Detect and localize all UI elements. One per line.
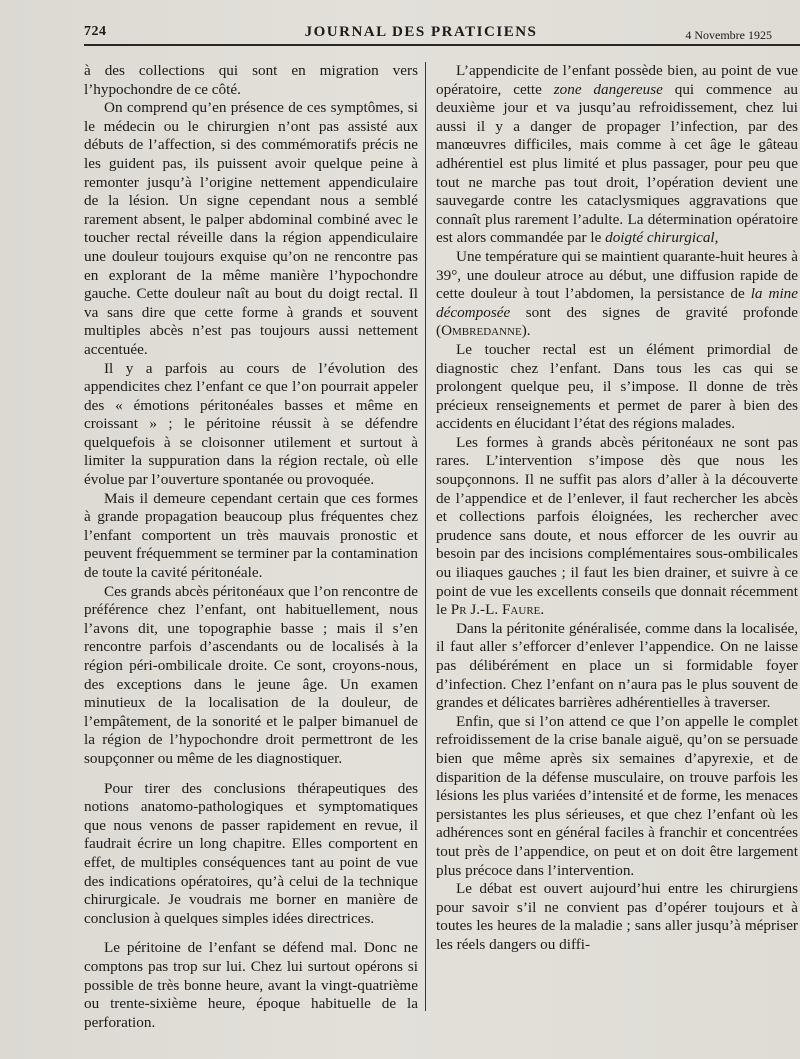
page-number: 724 <box>84 24 107 39</box>
column-divider <box>425 62 426 1011</box>
emphasis: la mine décomposée <box>436 285 798 321</box>
emphasis: doigté chirurgical, <box>605 229 719 247</box>
journal-title: JOURNAL DES PRATICIENS <box>304 24 538 40</box>
paragraph: Il y a parfois au cours de l’évolution des appendicites chez l’enfant ce que l’on pourrait appeler des « émotions péritonéales basses et même en croissant » ; le péritoine réussit à se défendre quelquefois à se cloisonner utilement et surtout à limiter la suppuration dans la région rectale, où elle évolue par l’ouverture spontanée ou provoquée. <box>84 359 418 489</box>
author-name: Ombredanne <box>441 322 522 340</box>
paragraph <box>436 434 798 620</box>
text-run: ). <box>521 322 531 340</box>
paragraph <box>436 62 798 248</box>
paragraph: On comprend qu’en présence de ces symptômes, si le médecin ou le chirurgien n’ont pas assisté aux débuts de l’affection, si des commémoratifs précis ne les guident pas, ils puissent avoir quelque peine à remonter jusqu’à l’origine nettement appendiculaire de la lésion. Un signe cependant nous a semblé rarement absent, le palper abdominal combiné avec le toucher rectal réveille dans la région appendiculaire une douleur toujours exquise qu’on ne rencontre pas en explorant de la même manière l’hypochondre gauche. Cette douleur naît au bout du doigt rectal. Il va sans dire que cette forme à grands et souvent multiples abcès n’est pas toujours aussi nettement accentuée. <box>84 99 418 358</box>
right-column <box>436 62 798 955</box>
left-column <box>84 62 418 1032</box>
emphasis: zone dangereuse <box>553 80 663 98</box>
text-run: L’appendicite de l’enfant possède bien, au point de vue opératoire, cette <box>436 62 798 98</box>
paragraph: Le débat est ouvert aujourd’hui entre les chirurgiens pour savoir s’il ne convient pas d’opérer toujours et à toutes les heures de la maladie ; sans aller jusqu’à mépriser les réels dangers ou diffi- <box>436 880 798 953</box>
paragraph: Pour tirer des conclusions thérapeutiques des notions anatomo-pathologiques et symptomatiques que nous venons de passer rapidement en revue, il faudrait écrire un long chapitre. Elles comportent en effet, de multiples conséquences tant au point de vue des indications opératoires, qu’à celui de la technique chirurgicale. Je voudrais me borner en manière de conclusion à quelques simples idées directrices. <box>84 779 418 927</box>
text-run: Une température qui se maintient quarante-huit heures à 39°, une douleur atroce au début, une diffusion rapide de cette douleur à tout l’abdomen, la persistance de <box>436 247 798 303</box>
page-header <box>62 22 780 46</box>
paragraph <box>436 248 798 341</box>
header-rule <box>84 44 800 46</box>
paragraph: Le péritoine de l’enfant se défend mal. Donc ne comptons pas trop sur lui. Chez lui surtout opérons si possible de très bonne heure, avant la vingt-quatrième ou trente-sixième heure, époque habituelle de la perforation. <box>84 939 418 1031</box>
author-name: Pr J.-L. Faure. <box>450 601 545 619</box>
paragraph: Le toucher rectal est un élément primordial de diagnostic chez l’enfant. Dans tous les cas qui se prolongent quelque peu, il s’impose. Il donne de très précieux renseignements et permet de parer à bien des accidents en élucidant l’état des régions malades. <box>436 340 798 433</box>
issue-date: 4 Novembre 1925 <box>685 28 772 42</box>
text-run: sont des signes de gravité profonde ( <box>436 303 798 340</box>
paragraph: Enfin, que si l’on attend ce que l’on appelle le complet refroidissement de la crise banale aiguë, qu’on se persuade bien que même après six semaines d’apyrexie, et de disparition de la défense musculaire, on trouve parfois les lésions les plus variées d’intensité et de forme, les menaces persistantes les plus sérieuses, et que chez l’enfant où les adhérences sont en général faciles à franchir et concentrées tout près de l’appendice, on peut et on doit être largement plus précoce dans l’intervention. <box>436 712 798 879</box>
paragraph: à des collections qui sont en migration vers l’hypochondre de ce côté. <box>84 62 418 98</box>
paragraph: Mais il demeure cependant certain que ces formes à grande propagation beaucoup plus fréquentes chez l’enfant comportent un très mauvais pronostic et peuvent fréquemment se terminer par la contamination de toute la cavité péritonéale. <box>84 489 418 582</box>
text-run: Les formes à grands abcès péritonéaux ne sont pas rares. L’intervention s’impose dès que nous les soupçonnons. Il ne suffit pas alors d’aller à la découverte de l’appendice et de l’enlever, il faut rechercher les abcès et collections parfois éloignées, les rechercher avec prudence sans doute, et nous efforcer de les ouvrir au besoin par des incisions complémentaires sous-ombilicales ou iliaques gauches ; il faut les bien drainer, et suivre à ce point de vue les excellents conseils que donnait récemment le <box>436 433 798 619</box>
text-run: qui commence au deuxième jour et va jusqu’au refroidissement, chez lui aussi il y a danger de propager l’infection, par des manœuvres difficiles, mais comme à cet âge le gâteau adhérentiel est plus limité et plus passager, pour peu que tout ne marche pas tout droit, l’opération devient une sauvegarde contre les cataclysmiques aggravations que connaît plus rarement l’adulte. La détermination opératoire est alors commandée par le <box>436 80 798 247</box>
paragraph: Dans la péritonite généralisée, comme dans la localisée, il faut aller s’efforcer d’enlever l’appendice. On ne laisse pas délibérément en place un si formidable foyer d’infection. Chez l’enfant on n’aura pas le plus souvent de grandes et délicates barrières adhérentielles à traverser. <box>436 619 798 712</box>
paragraph: Ces grands abcès péritonéaux que l’on rencontre de préférence chez l’enfant, ont habituellement, nous l’avons dit, une topographie basse ; mais il s’en rencontre parfois d’ascendants ou de localisés à la région péri-ombilicale droite. Ce sont, croyons-nous, des exceptions dans le jeune âge. Un examen minutieux de la localisation de la douleur, de l’empâtement, de la sonorité et le palper bimanuel de la région de l’hypochondre droit permettront de les soupçonner ou même de les diagnostiquer. <box>84 582 418 767</box>
